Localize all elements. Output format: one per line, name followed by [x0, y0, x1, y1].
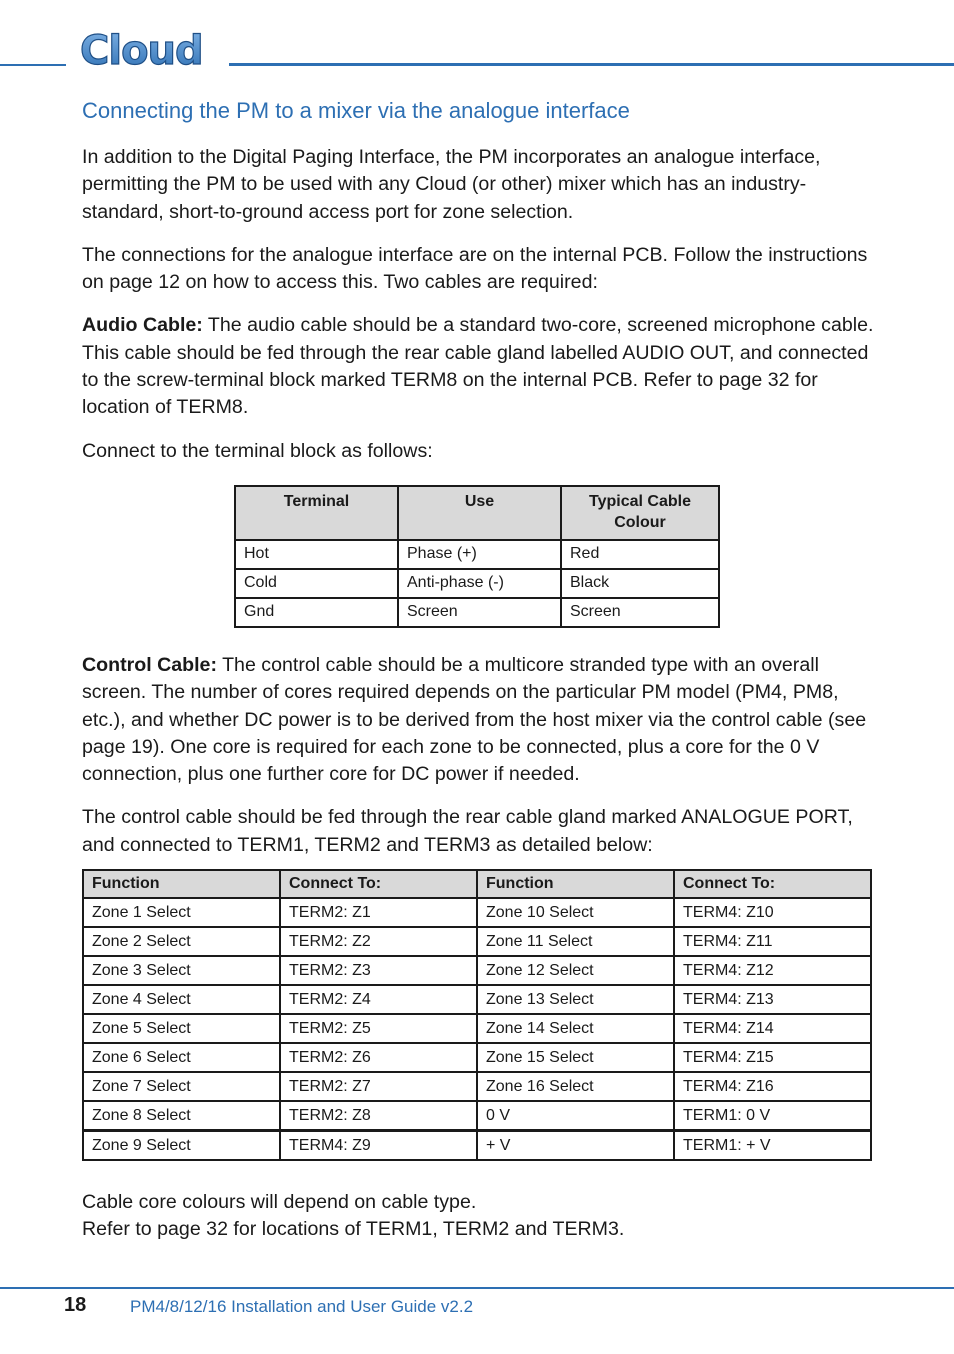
- note-core-colours: Cable core colours will depend on cable type.: [82, 1191, 477, 1214]
- column-header: Use: [398, 486, 561, 540]
- table-row: [235, 569, 719, 598]
- table-cell: Zone 8 Select: [83, 1101, 280, 1131]
- table-cell: Zone 3 Select: [83, 956, 280, 985]
- cable-notes: [82, 1189, 874, 1244]
- table-cell: TERM2: Z4: [280, 985, 477, 1014]
- table-row: [83, 927, 871, 956]
- table-cell: Black: [561, 569, 719, 598]
- header-rule-right: [229, 63, 954, 66]
- control-cable-routing-paragraph: The control cable should be fed through the rear cable gland marked ANALOGUE PORT, and connected to TERM1, TERM2 and TERM3 as detailed below:: [82, 806, 853, 856]
- column-header: Typical Cable Colour: [561, 486, 719, 540]
- logo-wordmark: Cloud: [80, 28, 203, 70]
- table-cell: Red: [561, 540, 719, 569]
- table-row: [83, 1101, 871, 1131]
- control-cable-label: Control Cable:: [82, 653, 217, 676]
- table-cell: TERM4: Z11: [674, 927, 871, 956]
- table-cell: Hot: [235, 540, 398, 569]
- table-cell: TERM4: Z13: [674, 985, 871, 1014]
- table-cell: Zone 10 Select: [477, 898, 674, 927]
- table-cell: Zone 2 Select: [83, 927, 280, 956]
- note-term-locations: Refer to page 32 for locations of TERM1, TERM2 and TERM3.: [82, 1218, 625, 1241]
- table-cell: Screen: [561, 598, 719, 627]
- header-rule-left: [0, 64, 66, 66]
- table-cell: Cold: [235, 569, 398, 598]
- table-cell: Zone 6 Select: [83, 1043, 280, 1072]
- footer-rule: [0, 1287, 954, 1289]
- table-cell: TERM2: Z5: [280, 1014, 477, 1043]
- audio-cable-label: Audio Cable:: [82, 314, 203, 337]
- table-cell: Anti-phase (-): [398, 569, 561, 598]
- table-cell: Zone 14 Select: [477, 1014, 674, 1043]
- table-cell: TERM2: Z7: [280, 1072, 477, 1101]
- column-header: Connect To:: [280, 870, 477, 898]
- table-row: [83, 1131, 871, 1161]
- table-cell: TERM4: Z10: [674, 898, 871, 927]
- table-cell: Zone 1 Select: [83, 898, 280, 927]
- table-cell: TERM4: Z9: [280, 1131, 477, 1161]
- control-cable-paragraph: [82, 652, 874, 788]
- table-cell: Gnd: [235, 598, 398, 627]
- table-cell: Zone 11 Select: [477, 927, 674, 956]
- audio-cable-text: The audio cable should be a standard two-core, screened microphone cable. This cable should be fed through the rear cable gland labelled AUDIO OUT, and connected to the screw-terminal block marked TERM8 on the internal PCB. Refer to page 32 for location of TERM8.: [82, 314, 874, 419]
- table-header-row: [235, 486, 719, 540]
- table-row: [83, 956, 871, 985]
- table-row: [83, 985, 871, 1014]
- table-row: [83, 1043, 871, 1072]
- zone-connection-table: [82, 869, 872, 1161]
- audio-cable-paragraph: [82, 312, 874, 421]
- table-row: [235, 598, 719, 627]
- cloud-logo: [78, 26, 214, 70]
- table-header-row: [83, 870, 871, 898]
- table-cell: TERM2: Z3: [280, 956, 477, 985]
- table-cell: Screen: [398, 598, 561, 627]
- table-cell: Zone 16 Select: [477, 1072, 674, 1101]
- section-title: Connecting the PM to a mixer via the analogue interface: [82, 98, 630, 123]
- column-header: Connect To:: [674, 870, 871, 898]
- connect-instruction: Connect to the terminal block as follows:: [82, 439, 433, 462]
- connections-paragraph: The connections for the analogue interface are on the internal PCB. Follow the instructions on page 12 on how to access this. Two cables are required:: [82, 243, 868, 294]
- column-header: Terminal: [235, 486, 398, 540]
- audio-terminal-table: [234, 485, 720, 628]
- table-row: [83, 898, 871, 927]
- table-cell: Zone 9 Select: [83, 1131, 280, 1161]
- table-cell: Zone 7 Select: [83, 1072, 280, 1101]
- intro-paragraph: In addition to the Digital Paging Interface, the PM incorporates an analogue interface, permitting the PM to be used with any Cloud (or other) mixer which has an industry-standard, short-to-ground access port for zone selection.: [82, 146, 821, 223]
- table-row: [83, 1014, 871, 1043]
- table-cell: TERM4: Z15: [674, 1043, 871, 1072]
- table-cell: Zone 5 Select: [83, 1014, 280, 1043]
- page-number: 18: [64, 1294, 87, 1316]
- table-cell: TERM2: Z2: [280, 927, 477, 956]
- guide-title: PM4/8/12/16 Installation and User Guide v2.2: [130, 1297, 474, 1316]
- table-cell: Phase (+): [398, 540, 561, 569]
- control-cable-text: The control cable should be a multicore stranded type with an overall screen. The number of cores required depends on the particular PM model (PM4, PM8, etc.), and whether DC power is to be derived from the host mixer via the control cable (see page 19). One core is required for each zone to be connected, plus a core for the 0 V connection, plus one further core for DC power if needed.: [82, 653, 867, 786]
- table-cell: TERM4: Z16: [674, 1072, 871, 1101]
- table-cell: TERM4: Z14: [674, 1014, 871, 1043]
- table-cell: TERM2: Z1: [280, 898, 477, 927]
- table-cell: TERM4: Z12: [674, 956, 871, 985]
- table-row: [235, 540, 719, 569]
- table-cell: TERM2: Z8: [280, 1101, 477, 1131]
- table-cell: + V: [477, 1131, 674, 1161]
- column-header: Function: [83, 870, 280, 898]
- table-cell: TERM1: 0 V: [674, 1101, 871, 1131]
- table-row: [83, 1072, 871, 1101]
- table-cell: Zone 4 Select: [83, 985, 280, 1014]
- table-cell: TERM1: + V: [674, 1131, 871, 1161]
- table-cell: Zone 15 Select: [477, 1043, 674, 1072]
- table-cell: 0 V: [477, 1101, 674, 1131]
- page-content: [82, 96, 874, 1244]
- column-header: Function: [477, 870, 674, 898]
- table-cell: Zone 12 Select: [477, 956, 674, 985]
- table-cell: TERM2: Z6: [280, 1043, 477, 1072]
- table-cell: Zone 13 Select: [477, 985, 674, 1014]
